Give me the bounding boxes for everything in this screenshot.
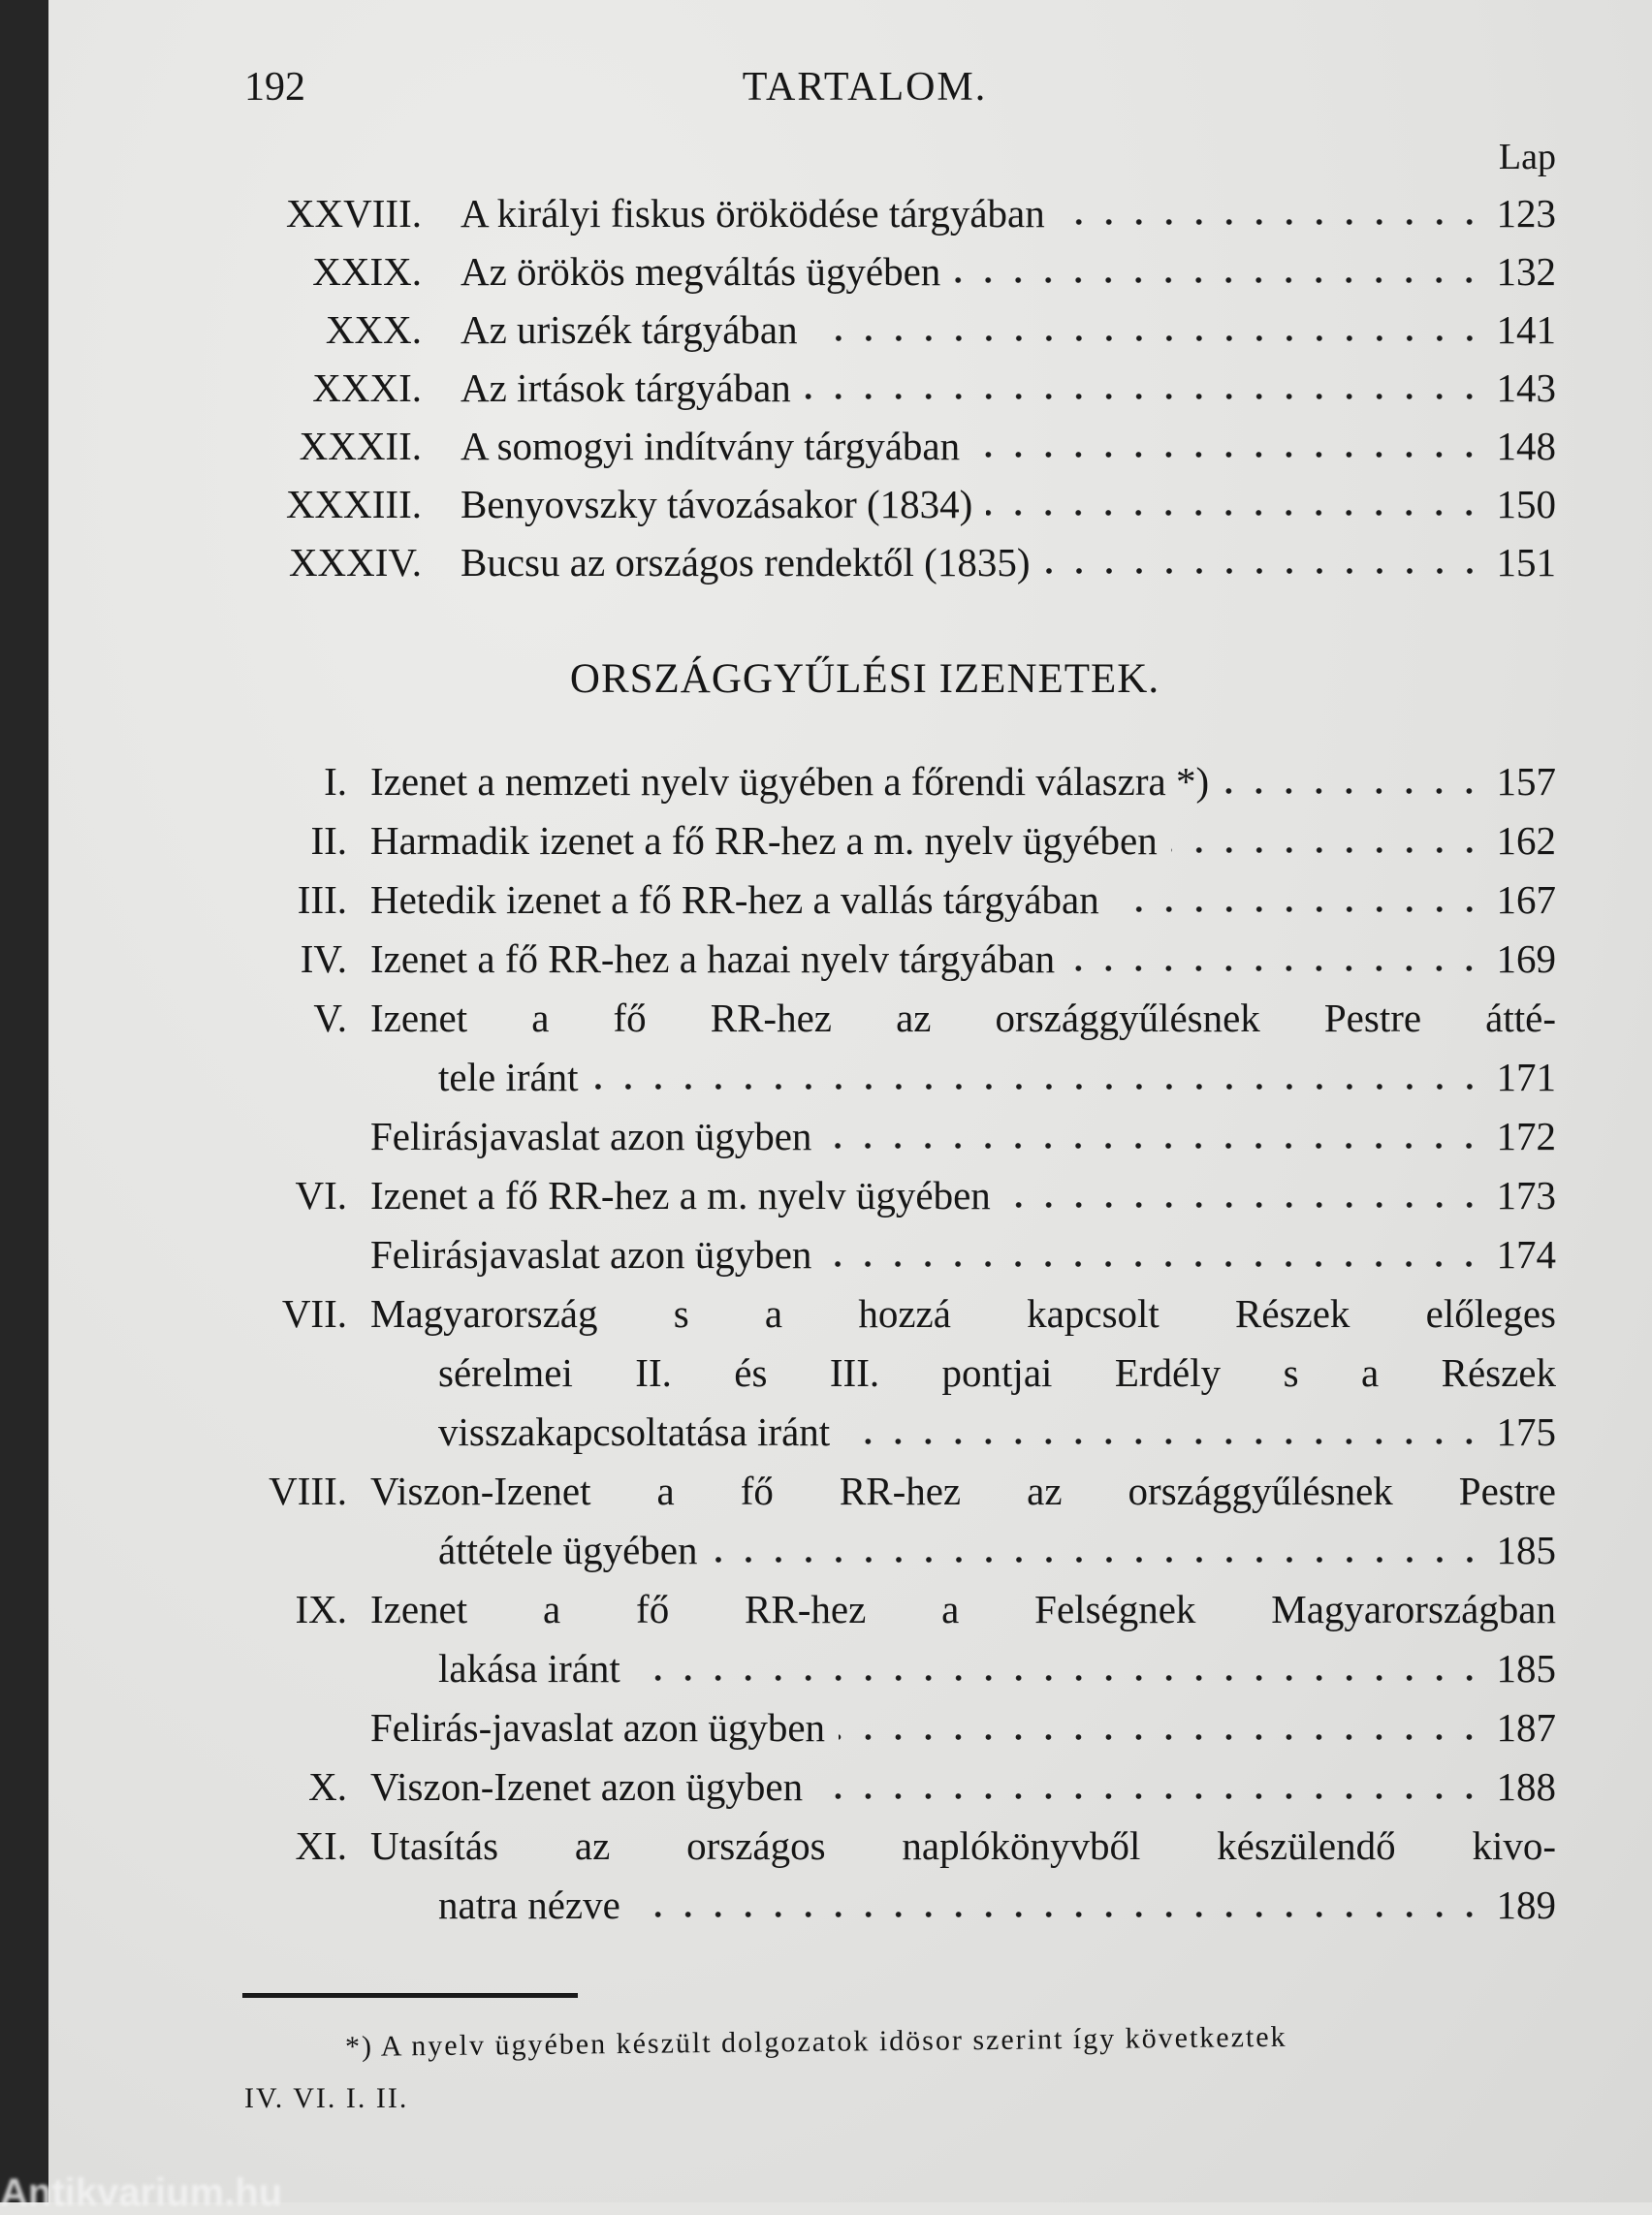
entry-title <box>438 1521 1556 1580</box>
toc-entry-line <box>0 184 1652 242</box>
toc-entry-line <box>0 1698 1652 1757</box>
entry-number: XXVIII. <box>285 191 422 236</box>
entry-title-text: Izenet a fő RR-hez a Felségnek Magyarországban <box>370 1587 1556 1631</box>
toc-entry-line <box>0 989 1652 1048</box>
entry-title-text: Viszon-Izenet azon ügyben <box>370 1764 804 1809</box>
page-title: TARTALOM. <box>742 65 988 110</box>
entry-title-text: Az örökös megváltás ügyében <box>461 249 941 294</box>
entry-title <box>370 1284 1556 1344</box>
entry-page-number: 171 <box>1496 1055 1556 1099</box>
dot-leader <box>973 451 1484 459</box>
toc-entry-line <box>0 1166 1652 1225</box>
entry-number: II. <box>310 818 347 863</box>
entry-title-text: Izenet a fő RR-hez a m. nyelv ügyében <box>370 1173 991 1218</box>
entry-title <box>438 1344 1556 1403</box>
entry-number: IX. <box>295 1587 347 1631</box>
toc-entry-line <box>0 533 1652 591</box>
entry-page-number: 188 <box>1496 1764 1556 1809</box>
entry-page-number: 132 <box>1496 249 1556 294</box>
dot-leader <box>825 1142 1484 1150</box>
toc-entry-line <box>0 1757 1652 1817</box>
dot-leader <box>1068 965 1484 972</box>
entry-page-number: 143 <box>1496 365 1556 410</box>
entry-number: VII. <box>281 1291 347 1336</box>
dot-leader <box>839 1733 1484 1741</box>
toc-entry-line <box>0 1876 1652 1935</box>
entry-title-text: Az uriszék tárgyában <box>461 307 798 352</box>
toc-entry-line <box>0 1462 1652 1521</box>
dot-leader <box>825 1260 1484 1268</box>
toc-entry-line <box>0 1048 1652 1107</box>
entry-title-text: Magyarország s a hozzá kapcsolt Részek előleges <box>370 1291 1556 1336</box>
dot-leader <box>986 509 1484 517</box>
entry-page-number: 151 <box>1496 540 1556 585</box>
toc-entry-line <box>0 359 1652 417</box>
toc-section-2 <box>0 752 1652 1935</box>
entry-title <box>370 870 1556 930</box>
toc-entry-line <box>0 1107 1652 1166</box>
entry-number: V. <box>313 996 347 1040</box>
entry-number: XI. <box>295 1823 347 1868</box>
dot-leader <box>712 1556 1484 1564</box>
section-heading: ORSZÁGGYŰLÉSI IZENETEK. <box>569 656 1160 702</box>
toc-entry-line <box>0 1225 1652 1284</box>
entry-title <box>461 417 1556 475</box>
entry-title-text: A királyi fiskus öröködése tárgyában <box>461 191 1045 236</box>
entry-number: III. <box>297 877 347 922</box>
dot-leader <box>805 393 1484 400</box>
entry-page-number: 174 <box>1496 1232 1556 1277</box>
entry-number: XXXII. <box>299 424 422 468</box>
footnote-text-continued: IV. VI. I. II. <box>244 2082 409 2114</box>
entry-page-number: 172 <box>1496 1114 1556 1158</box>
dot-leader <box>843 1438 1484 1445</box>
entry-title-text: visszakapcsoltatása iránt <box>438 1409 831 1454</box>
entry-number: XXIX. <box>312 249 422 294</box>
dot-leader <box>1113 905 1484 913</box>
toc-entry-line <box>0 811 1652 870</box>
entry-page-number: 185 <box>1496 1528 1556 1572</box>
entry-title <box>370 1757 1556 1817</box>
entry-title-text: Izenet a fő RR-hez az országgyűlésnek Pestre átté- <box>370 996 1556 1040</box>
toc-entry-line <box>0 1521 1652 1580</box>
entry-page-number: 148 <box>1496 424 1556 468</box>
entry-page-number: 167 <box>1496 877 1556 922</box>
entry-title-text: tele iránt <box>438 1055 579 1099</box>
entry-title <box>370 930 1556 989</box>
entry-number: XXXIII. <box>285 482 422 526</box>
dot-leader <box>1171 846 1484 854</box>
entry-title-text: natra nézve <box>438 1883 620 1927</box>
entry-title-text: lakása iránt <box>438 1646 620 1691</box>
entry-page-number: 123 <box>1496 191 1556 236</box>
page-column-label: Lap <box>1498 137 1556 177</box>
entry-title <box>438 1639 1556 1698</box>
toc-entry-line <box>0 870 1652 930</box>
dot-leader <box>634 1911 1484 1918</box>
entry-title-text: Harmadik izenet a fő RR-hez a m. nyelv ügyében <box>370 818 1158 863</box>
toc-entry-line <box>0 930 1652 989</box>
entry-title <box>370 811 1556 870</box>
entry-number: XXXI. <box>312 365 422 410</box>
entry-title <box>461 242 1556 301</box>
entry-title <box>461 475 1556 533</box>
entry-page-number: 187 <box>1496 1705 1556 1750</box>
entry-number: XXXIV. <box>288 540 422 585</box>
entry-title-text: Hetedik izenet a fő RR-hez a vallás tárgyában <box>370 877 1099 922</box>
entry-number: VIII. <box>269 1469 347 1513</box>
entry-title <box>370 1166 1556 1225</box>
dot-leader <box>811 334 1484 342</box>
entry-title <box>461 533 1556 591</box>
entry-title-text: Benyovszky távozásakor (1834) <box>461 482 973 526</box>
entry-page-number: 169 <box>1496 936 1556 981</box>
toc-section-1 <box>0 184 1652 591</box>
entry-title <box>438 1048 1556 1107</box>
entry-page-number: 173 <box>1496 1173 1556 1218</box>
dot-leader <box>1059 218 1484 226</box>
entry-page-number: 162 <box>1496 818 1556 863</box>
entry-title-text: Viszon-Izenet a fő RR-hez az országgyűlésnek Pestre <box>370 1469 1556 1513</box>
toc-entry-line <box>0 475 1652 533</box>
entry-title <box>438 1403 1556 1462</box>
dot-leader <box>592 1083 1484 1091</box>
entry-title <box>370 1462 1556 1521</box>
entry-title <box>370 1225 1556 1284</box>
entry-title-text: Izenet a fő RR-hez a hazai nyelv tárgyában <box>370 936 1056 981</box>
toc-entry-line <box>0 1344 1652 1403</box>
entry-title-text: áttétele ügyében <box>438 1528 698 1572</box>
entry-page-number: 157 <box>1496 759 1556 804</box>
entry-number: VI. <box>295 1173 347 1218</box>
entry-title <box>370 1698 1556 1757</box>
entry-title <box>461 301 1556 359</box>
dot-leader <box>1044 567 1485 575</box>
toc-entry-line <box>0 1580 1652 1639</box>
watermark: Antikvarium.hu <box>0 2171 283 2214</box>
entry-title <box>370 1580 1556 1639</box>
dot-leader <box>634 1674 1484 1682</box>
toc-entry-line <box>0 1403 1652 1462</box>
footnote-text: *) A nyelv ügyében készült dolgozatok idösor szerint így következtek <box>344 2020 1287 2063</box>
dot-leader <box>1223 787 1484 795</box>
toc-entry-line <box>0 417 1652 475</box>
entry-page-number: 189 <box>1496 1883 1556 1927</box>
entry-number: XXX. <box>325 307 422 352</box>
entry-title-text: Az irtások tárgyában <box>461 365 791 410</box>
entry-title-text: Utasítás az országos naplókönyvből készülendő kivo- <box>370 1823 1556 1868</box>
entry-title-text: Felirásjavaslat azon ügyben <box>370 1114 812 1158</box>
entry-title <box>461 359 1556 417</box>
toc-entry-line <box>0 752 1652 811</box>
entry-title-text: Izenet a nemzeti nyelv ügyében a főrendi válaszra *) <box>370 759 1210 804</box>
entry-title <box>370 989 1556 1048</box>
toc-entry-line <box>0 1817 1652 1876</box>
toc-entry-line <box>0 301 1652 359</box>
entry-title-text: Felirás-javaslat azon ügyben <box>370 1705 826 1750</box>
entry-number: IV. <box>300 936 347 981</box>
dot-leader <box>1004 1201 1484 1209</box>
entry-title-text: sérelmei II. és III. pontjai Erdély s a Részek <box>438 1350 1556 1395</box>
footnote-rule <box>242 1993 578 1998</box>
entry-number: I. <box>324 759 347 804</box>
toc-entry-line <box>0 1639 1652 1698</box>
entry-title <box>370 1107 1556 1166</box>
dot-leader <box>954 276 1484 284</box>
toc-entry-line <box>0 242 1652 301</box>
entry-page-number: 150 <box>1496 482 1556 526</box>
entry-page-number: 141 <box>1496 307 1556 352</box>
entry-title <box>370 752 1556 811</box>
entry-page-number: 185 <box>1496 1646 1556 1691</box>
entry-title-text: Bucsu az országos rendektől (1835) <box>461 540 1031 585</box>
entry-title-text: Felirásjavaslat azon ügyben <box>370 1232 812 1277</box>
page-number: 192 <box>244 65 305 110</box>
entry-title <box>461 184 1556 242</box>
entry-title <box>370 1817 1556 1876</box>
entry-title <box>438 1876 1556 1935</box>
entry-title-text: A somogyi indítvány tárgyában <box>461 424 961 468</box>
entry-number: X. <box>308 1764 347 1809</box>
dot-leader <box>816 1792 1484 1800</box>
entry-page-number: 175 <box>1496 1409 1556 1454</box>
toc-entry-line <box>0 1284 1652 1344</box>
